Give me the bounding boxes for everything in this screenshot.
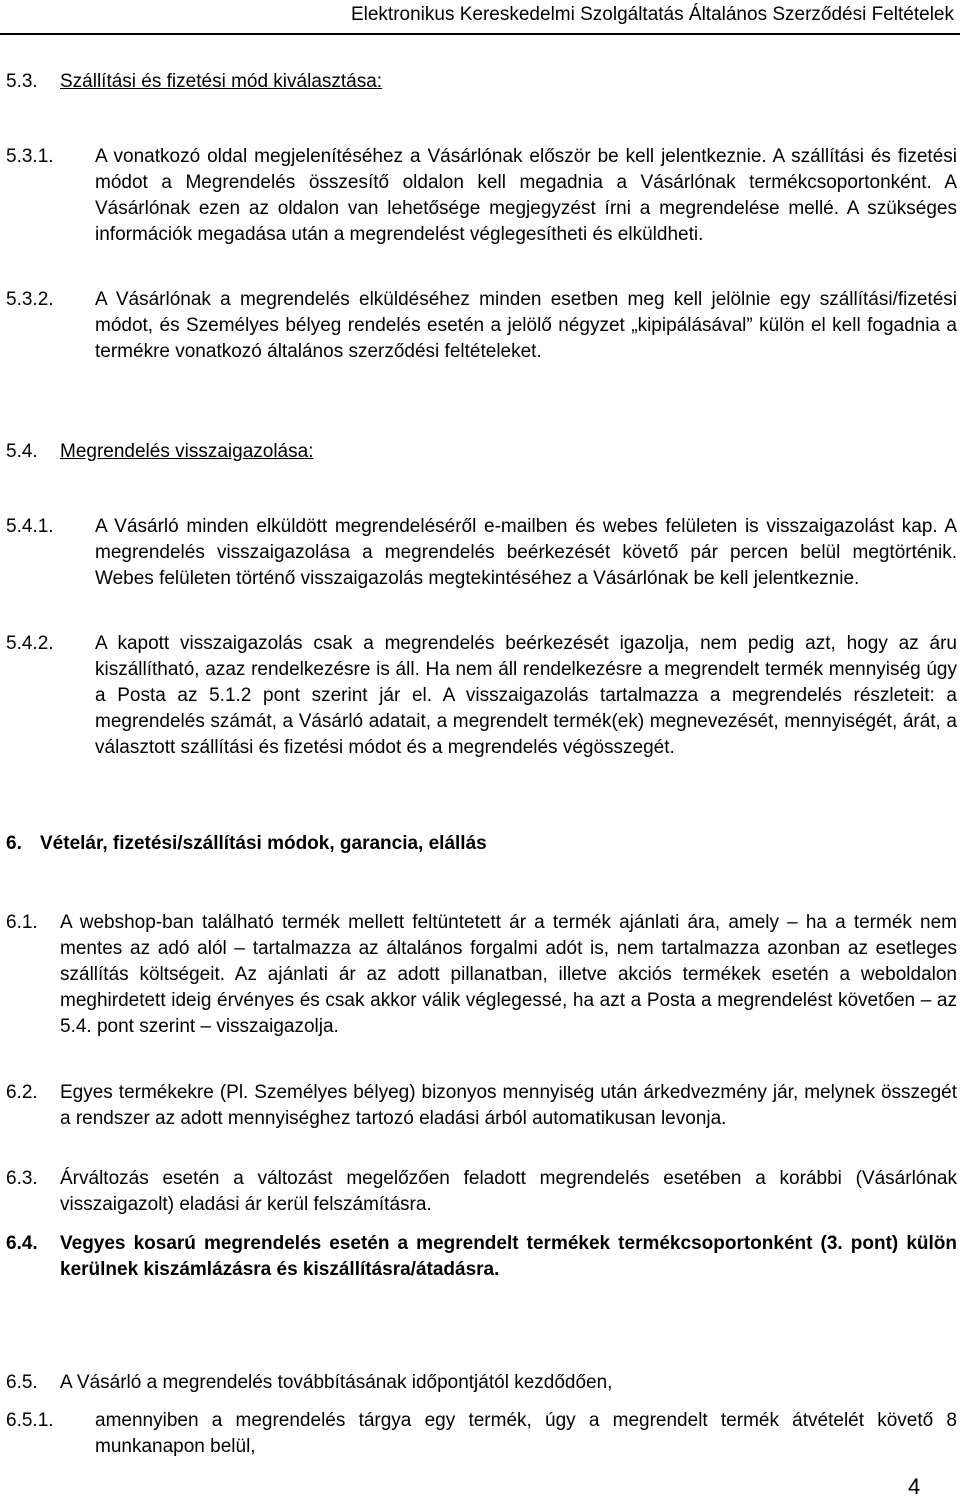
paragraph-number: 6.1. [6, 912, 38, 933]
paragraph-number: 6.5.1. [6, 1410, 54, 1431]
document-header-title: Elektronikus Kereskedelmi Szolgáltatás Általános Szerződési Feltételek [350, 4, 954, 25]
paragraph-number: 6.3. [6, 1168, 38, 1189]
paragraph-text: A Vásárló a megrendelés továbbításának időpontjától kezdődően, [60, 1372, 613, 1393]
paragraph-text: Egyes termékekre (Pl. Személyes bélyeg) bizonyos mennyiség után árkedvezmény jár, melynek összegét a rendszer az adott mennyiséghez tartozó eladási árból automatikusan levonja. [60, 1082, 957, 1129]
paragraph-text: A vonatkozó oldal megjelenítéséhez a Vásárlónak először be kell jelentkeznie. A szállítási és fizetési módot a Megrendelés összesítő oldalon kell megadnia a Vásárlónak termékcsoportonként. A Vásárlónak ezen az oldalon van lehetősége megjegyzést írni a megrendelése mellé. A szükséges információk megadása után a megrendelést véglegesítheti és elküldheti. [95, 146, 957, 245]
section-number: 5.3. [6, 71, 38, 92]
chapter-number: 6. [6, 833, 22, 854]
section-heading: Megrendelés visszaigazolása: [60, 441, 314, 462]
header-divider [0, 33, 960, 35]
paragraph-number: 5.3.1. [6, 146, 54, 167]
paragraph-number: 5.3.2. [6, 289, 54, 310]
paragraph-text: Árváltozás esetén a változást megelőzően feladott megrendelés esetében a korábbi (Vásárlónak visszaigazolt) eladási ár kerül felszámításra. [60, 1168, 957, 1215]
paragraph-number: 5.4.2. [6, 633, 54, 654]
paragraph-number: 5.4.1. [6, 516, 54, 537]
paragraph-number: 6.4. [6, 1233, 38, 1254]
section-heading: Szállítási és fizetési mód kiválasztása: [60, 71, 383, 92]
paragraph-text: A webshop-ban található termék mellett feltüntetett ár a termék ajánlati ára, amely – ha a termék nem mentes az adó alól – tartalmazza az általános forgalmi adót is, nem tartalmazza azonban az esetleges szállítás költségeit. Az ajánlati ár az adott pillanatban, illetve akciós termékek esetén a weboldalon meghirdetett ideig érvényes és csak akkor válik véglegessé, ha azt a Posta a megrendelést követően – az 5.4. pont szerint – visszaigazolja. [60, 912, 957, 1037]
paragraph-number: 6.5. [6, 1372, 38, 1393]
chapter-heading: Vételár, fizetési/szállítási módok, garancia, elállás [40, 833, 487, 854]
paragraph-text: A Vásárló minden elküldött megrendeléséről e-mailben és webes felületen is visszaigazolást kap. A megrendelés visszaigazolása a megrendelés beérkezését követő pár percen belül megtörténik. Webes felületen történő visszaigazolás megtekintéséhez a Vásárlónak be kell jelentkeznie. [95, 516, 957, 589]
paragraph-text: A Vásárlónak a megrendelés elküldéséhez minden esetben meg kell jelölnie egy szállítási/fizetési módot, és Személyes bélyeg rendelés esetén a jelölő négyzet „kipipálásával” külön el kell fogadnia a termékre vonatkozó általános szerződési feltételeket. [95, 289, 957, 362]
paragraph-text: A kapott visszaigazolás csak a megrendelés beérkezését igazolja, nem pedig azt, hogy az áru kiszállítható, azaz rendelkezésre is áll. Ha nem áll rendelkezésre a megrendelt termék mennyiség úgy a Posta az 5.1.2 pont szerint jár el. A visszaigazolás tartalmazza a megrendelés részleteit: a megrendelés számát, a Vásárló adatait, a megrendelt termék(ek) megnevezését, mennyiségét, árát, a választott szállítási és fizetési módot és a megrendelés végösszegét. [95, 633, 957, 758]
paragraph-number: 6.2. [6, 1082, 38, 1103]
page-number: 4 [908, 1474, 921, 1499]
paragraph-text: amennyiben a megrendelés tárgya egy termék, úgy a megrendelt termék átvételét követő 8 munkanapon belül, [95, 1410, 957, 1457]
section-number: 5.4. [6, 441, 38, 462]
paragraph-text-emphasized: Vegyes kosarú megrendelés esetén a megrendelt termékek termékcsoportonként (3. pont) külön kerülnek kiszámlázásra és kiszállításra/átadásra. [60, 1233, 957, 1280]
